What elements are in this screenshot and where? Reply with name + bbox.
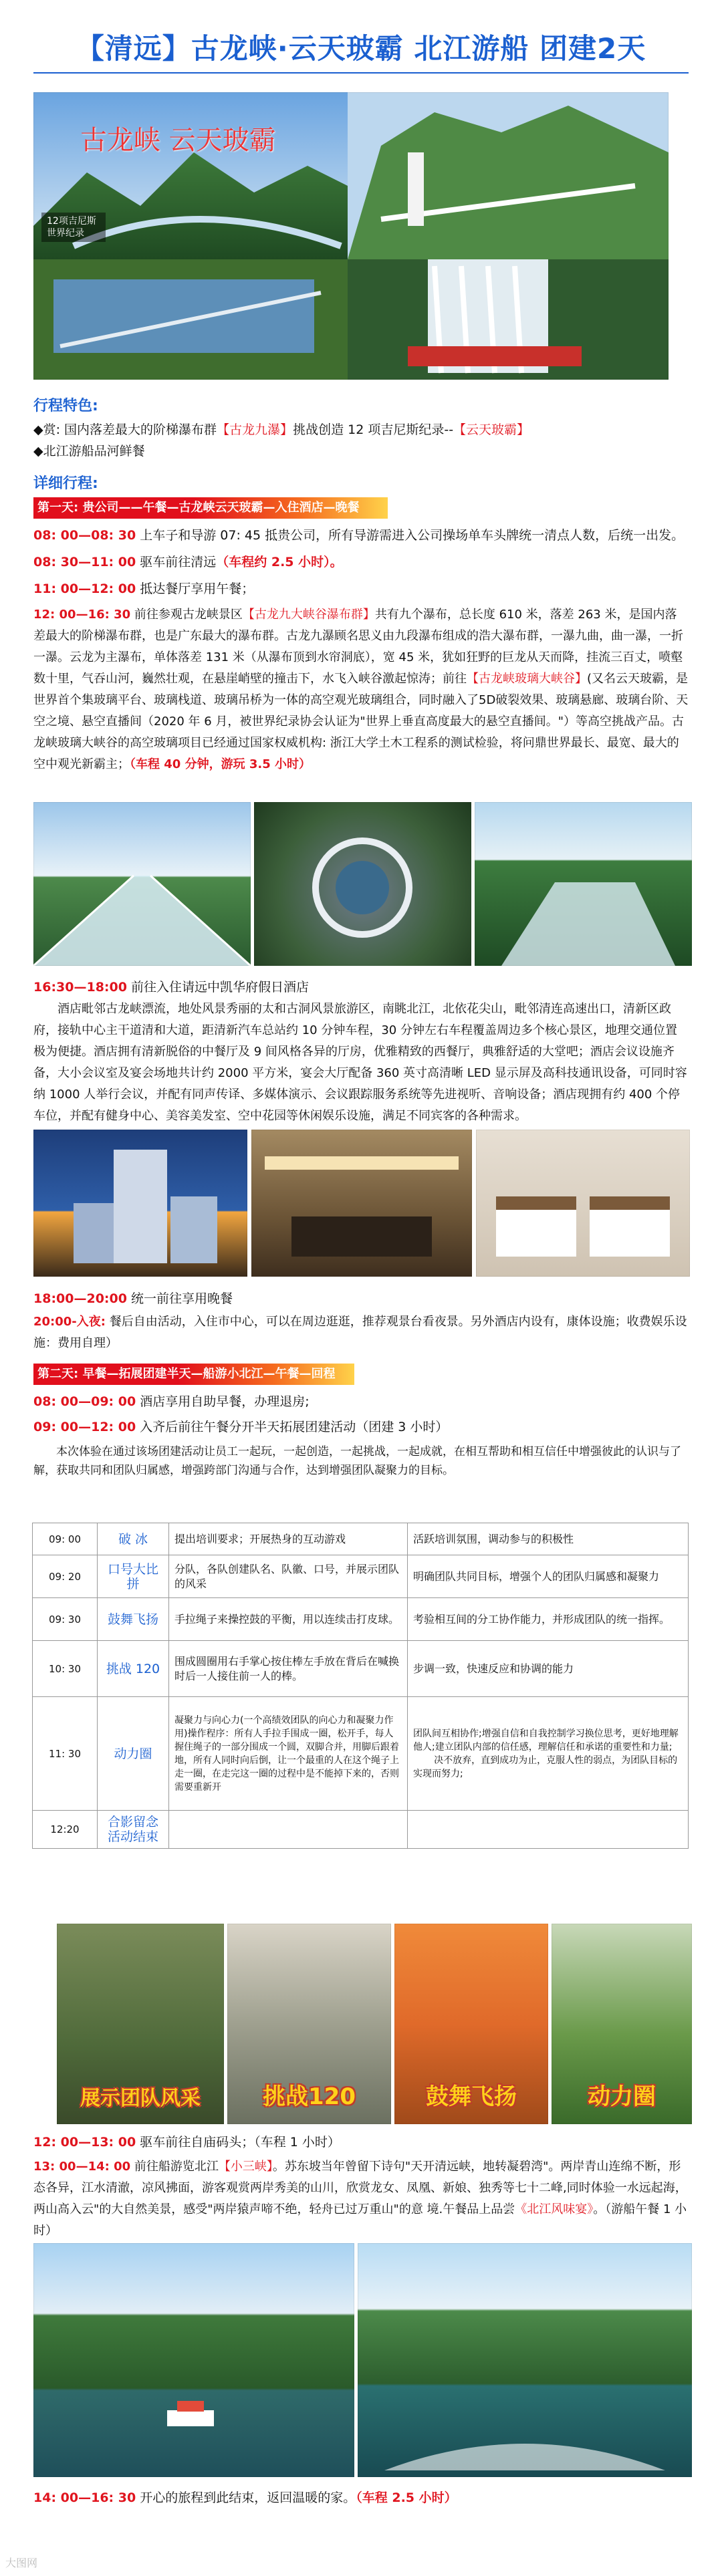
day1-text-1: 上车子和导游 07: 45 抵贵公司，所有导游需进入公司操场单车头牌统一清点人数，后统一出发。 — [136, 528, 685, 543]
team-photo-3-label: 鼓舞飞扬 — [426, 2083, 517, 2110]
day1-text-3: 抵达餐厅享用午餐； — [136, 582, 255, 596]
day1-schedule-3 — [33, 579, 254, 599]
day1-scenic-body-1: 共有九个瀑布，总长度 610 米，落差 263 米，是国内落差最大的阶梯瀑布群，也是广东最大的瀑布群。古龙九瀑顾名思义由九段瀑布组成的浩大瀑布群，一瀑九曲，曲一瀑，一折一瀑。云龙为主瀑布，单体落差 131 米（从瀑布顶到水帘洞底），宽 45 米，犹如狂野的巨龙从天而降，挂流三百丈，喷壑数十里，气吞山河，巍然壮观，在悬崖峭壁的撞击下，水飞入峡谷激起惊涛；前往 — [33, 608, 683, 686]
day1-time-7: 20:00-入夜: — [33, 1315, 106, 1329]
day2-header-bar: 第二天: 早餐—拓展团建半天—船游小北江—午餐—回程 — [33, 1364, 354, 1385]
day1-time-1: 08: 00—08: 30 — [33, 528, 136, 543]
table-row — [33, 1555, 689, 1598]
river-photo-2 — [358, 2243, 692, 2477]
day2-boat-site: 【小三峡】 — [218, 2160, 273, 2174]
day2-time-1: 08: 00—09: 00 — [33, 1394, 136, 1409]
hotel-room-photo — [476, 1130, 690, 1277]
day2-boat-text-1: 前往船游览北江 — [130, 2160, 219, 2174]
team-photo-1-label: 展示团队风采 — [80, 2087, 201, 2110]
row-activity: 口号大比拼 — [98, 1555, 169, 1598]
day2-schedule-1 — [33, 1392, 310, 1412]
day2-time-2: 09: 00—12: 00 — [33, 1420, 136, 1434]
row-activity: 合影留念活动结束 — [98, 1811, 169, 1849]
day2-schedule-5 — [33, 2488, 457, 2508]
hotel-description: 酒店毗邻古龙峡漂流，地处风景秀丽的太和古洞风景旅游区，南眺北江，北依花尖山，毗邻清连高速出口，清新区政府，接轨中心主干道清和大道，距清新汽车总站约 10 分钟车程，30 分钟左右车程覆盖周边多个核心景区，地理交通位置极为便捷。酒店拥有清新脱俗的中餐厅及 9 间风格各异的厅房，优雅精致的西餐厅，典雅舒适的大堂吧；酒店会议设施齐备，大小会议室及宴会场地共计约 2000 平方米，宴会大厅配备 360 英寸高清晰 LED 显示屏及高科技通讯设备，可同时容纳 1000 人举行会议，并配有同声传译、多媒体演示、会议跟踪服务系统等先进视听、音响设备；酒店现拥有约 400 个停车位，并配有健身中心、美容美发室、空中花园等休闲娱乐设施，满足不同宾客的各种需求。 — [33, 1002, 687, 1123]
day1-schedule-free — [33, 1311, 689, 1354]
day2-time-4: 13: 00—14: 00 — [33, 2160, 131, 2174]
feature-item-1 — [33, 420, 529, 440]
row-time: 10: 30 — [33, 1641, 98, 1697]
feature-1-mid: 挑战创造 12 项吉尼斯纪录-- — [293, 422, 454, 437]
team-photo-4-label: 动力圈 — [588, 2083, 656, 2110]
day1-schedule-hotel — [33, 977, 309, 997]
row-goal: 考验相互间的分工协作能力，并形成团队的统一指挥。 — [408, 1598, 689, 1641]
row-activity: 破 冰 — [98, 1523, 169, 1555]
day1-text-7: 餐后自由活动，入住市中心，可以在周边逛逛，推荐观景台看夜景。另外酒店内设有，康体设施；收费娱乐设施：费用自理） — [33, 1315, 687, 1350]
day2-boat-text-2: 。苏东坡当年曾留下诗句"天开清远峡，地转凝碧湾"。两岸青山连绵不断，形态各异，江水清澈，凉风拂面，游客观赏两岸秀美的山川，欣赏龙女、凤凰、新娘、独秀等七十二峰,同时体验一水远起海，两山高入云"的大自然美景，感受"两岸猿声啼不绝，轻舟已过万重山"的意 境.午餐品上品尝 — [33, 2160, 687, 2216]
glass-bridge-photo — [33, 802, 251, 966]
day1-note-2: （车程约 2.5 小时）。 — [216, 555, 343, 569]
row-time: 11: 30 — [33, 1697, 98, 1811]
glass-ring-photo — [254, 802, 471, 966]
row-description: 手拉绳子来操控鼓的平衡，用以连续击打皮球。 — [169, 1598, 408, 1641]
day2-boat-dish: 《北江风味宴》 — [515, 2202, 594, 2216]
day2-schedule-3 — [33, 2132, 340, 2152]
day1-scenic-paragraph — [33, 604, 689, 775]
table-row — [33, 1697, 689, 1811]
teambuilding-table — [32, 1523, 689, 1849]
row-goal — [408, 1811, 689, 1849]
row-time: 09: 20 — [33, 1555, 98, 1598]
day2-text-5: 开心的旅程到此结束，返回温暖的家。 — [136, 2490, 356, 2505]
banner-image — [33, 92, 669, 380]
table-row — [33, 1598, 689, 1641]
day1-text-2: 驱车前往清远 — [136, 555, 217, 569]
team-photo-3 — [394, 1924, 548, 2124]
day1-scenic-note: （车程 40 分钟，游玩 3.5 小时） — [130, 757, 312, 771]
glass-bridge-graphic — [33, 802, 251, 966]
day2-time-5: 14: 00—16: 30 — [33, 2490, 136, 2505]
row-description — [169, 1811, 408, 1849]
day1-time-3: 11: 00—12: 00 — [33, 582, 136, 596]
hotel-tower-graphic — [33, 1130, 247, 1277]
row-goal: 活跃培训氛围，调动参与的积极性 — [408, 1523, 689, 1555]
banner-collage-graphic — [33, 92, 669, 380]
hotel-lobby-photo — [251, 1130, 472, 1277]
feature-1-highlight-b: 【云天玻霸】 — [453, 422, 530, 437]
title-divider — [33, 72, 689, 74]
row-description: 提出培训要求；开展热身的互动游戏 — [169, 1523, 408, 1555]
day1-time-4: 12: 00—16: 30 — [33, 608, 131, 622]
day1-site-glass-canyon: 【古龙峡玻璃大峡谷】 — [467, 672, 587, 686]
day1-time-6: 18:00—20:00 — [33, 1291, 127, 1306]
day2-boat-paragraph — [33, 2156, 689, 2242]
row-activity: 动力圈 — [98, 1697, 169, 1811]
teambuilding-intro: 本次体验在通过该场团建活动让员工一起玩，一起创造，一起挑战，一起成就，在相互帮助和相互信任中增强彼此的认识与了解，获取共同和团队归属感，增强跨部门沟通与合作，达到增强团队凝聚力的目标。 — [33, 1445, 681, 1477]
page-title: 【清远】古龙峡·云天玻霸 北江游船 团建2天 — [76, 32, 646, 65]
glass-platform-graphic — [475, 802, 692, 966]
table-row — [33, 1641, 689, 1697]
row-time: 12:20 — [33, 1811, 98, 1849]
team-photo-2-label: 挑战120 — [263, 2083, 356, 2110]
river-boat-graphic-1 — [33, 2243, 354, 2477]
day1-time-2: 08: 30—11: 00 — [33, 555, 136, 569]
day1-text-5: 前往入住请远中凯华府假日酒店 — [126, 980, 310, 995]
banner-badge: 12项吉尼斯世界纪录 — [41, 213, 106, 242]
day2-text-3: 驱车前往自庙码头；（车程 1 小时） — [136, 2135, 340, 2150]
day2-text-2: 入齐后前往午餐分开半天拓展团建活动（团建 3 小时） — [136, 1420, 449, 1434]
feature-1-text: ◆赏: 国内落差最大的阶梯瀑布群 — [33, 422, 217, 437]
row-time: 09: 00 — [33, 1523, 98, 1555]
day2-note-5: （车程 2.5 小时） — [356, 2490, 457, 2505]
day1-schedule-1 — [33, 525, 684, 545]
row-activity: 挑战 120 — [98, 1641, 169, 1697]
day1-scenic-intro: 前往参观古龙峡景区 — [130, 608, 243, 622]
row-goal: 明确团队共同目标，增强个人的团队归属感和凝聚力 — [408, 1555, 689, 1598]
table-row — [33, 1811, 689, 1849]
day2-text-1: 酒店享用自助早餐，办理退房; — [136, 1394, 310, 1409]
day2-boat-note: 。（游船午餐 1 小时） — [33, 2202, 687, 2238]
day1-header-bar: 第一天: 贵公司——午餐—古龙峡云天玻霸—入住酒店—晚餐 — [33, 497, 388, 519]
day2-schedule-2 — [33, 1417, 448, 1437]
row-goal: 团队间互相协作;增强自信和自我控制学习换位思考，更好地理解他人;建立团队内部的信任感，理解信任和承诺的重要性和力量; 决不放弃，直到成功为止，克服人性的弱点，为团队目标的实现而努力; — [408, 1697, 689, 1811]
hotel-exterior-photo — [33, 1130, 247, 1277]
row-activity: 鼓舞飞扬 — [98, 1598, 169, 1641]
feature-item-2: ◆北江游船品河鲜餐 — [33, 444, 145, 459]
day1-schedule-2 — [33, 552, 343, 572]
hotel-room-graphic — [476, 1130, 690, 1277]
river-photo-1 — [33, 2243, 354, 2477]
day1-schedule-dinner — [33, 1289, 233, 1309]
team-photo-1 — [57, 1924, 224, 2124]
team-photo-2 — [227, 1924, 391, 2124]
itinerary-heading: 详细行程: — [33, 475, 98, 492]
row-description: 围成圆圈用右手掌心按住棒左手放在背后在喊换时后一人接住前一人的棒。 — [169, 1641, 408, 1697]
team-photo-4 — [552, 1924, 692, 2124]
row-description: 凝聚力与向心力(一个高绩效团队的向心力和凝聚力作用)操作程序：所有人手拉手围成一圈，松开手，每人握住绳子的一部分围成一个圆，双脚合并，用脚后跟着地，所有人同时向后倒，让一个最重的人在这个绳子上走一圈，在走完这一圈的过程中是不能掉下来的，否则需要重新开 — [169, 1697, 408, 1811]
feature-1-highlight-a: 【古龙九瀑】 — [217, 422, 293, 437]
day1-scenic-body-2: (又名云天玻霸，是世界首个集玻璃平台、玻璃栈道、玻璃吊桥为一体的高空观光玻璃组合，同时融入了5D破裂效果、玻璃悬廊、玻璃台阶、天空之境、悬空直播间（2020 年 6 月，被世界纪录协会认证为"世界上垂直高度最大的悬空直播间。"）等高空挑战产品。古龙峡玻璃大峡谷的高空玻璃项目已经通过国家权威机构: 浙江大学土木工程系的测试检验，将问鼎世界最长、最宽、最大的空中观光新霸主； — [33, 672, 689, 771]
row-time: 09: 30 — [33, 1598, 98, 1641]
glass-platform-photo — [475, 802, 692, 966]
features-heading: 行程特色: — [33, 398, 98, 414]
watermark: 大图网 — [5, 2557, 38, 2569]
day1-time-5: 16:30—18:00 — [33, 980, 127, 995]
day2-time-3: 12: 00—13: 00 — [33, 2135, 136, 2150]
day1-site-waterfall: 【古龙九大峡谷瀑布群】 — [242, 608, 375, 622]
banner-logo-text: 古龙峡 云天玻霸 — [80, 125, 276, 156]
river-boat-graphic-2 — [358, 2243, 692, 2477]
row-goal: 步调一致，快速反应和协调的能力 — [408, 1641, 689, 1697]
day1-text-6: 统一前往享用晚餐 — [126, 1291, 233, 1306]
hotel-lobby-graphic — [251, 1130, 472, 1277]
glass-ring-graphic — [254, 802, 471, 966]
row-description: 分队，各队创建队名、队徽、口号，并展示团队的风采 — [169, 1555, 408, 1598]
table-row — [33, 1523, 689, 1555]
